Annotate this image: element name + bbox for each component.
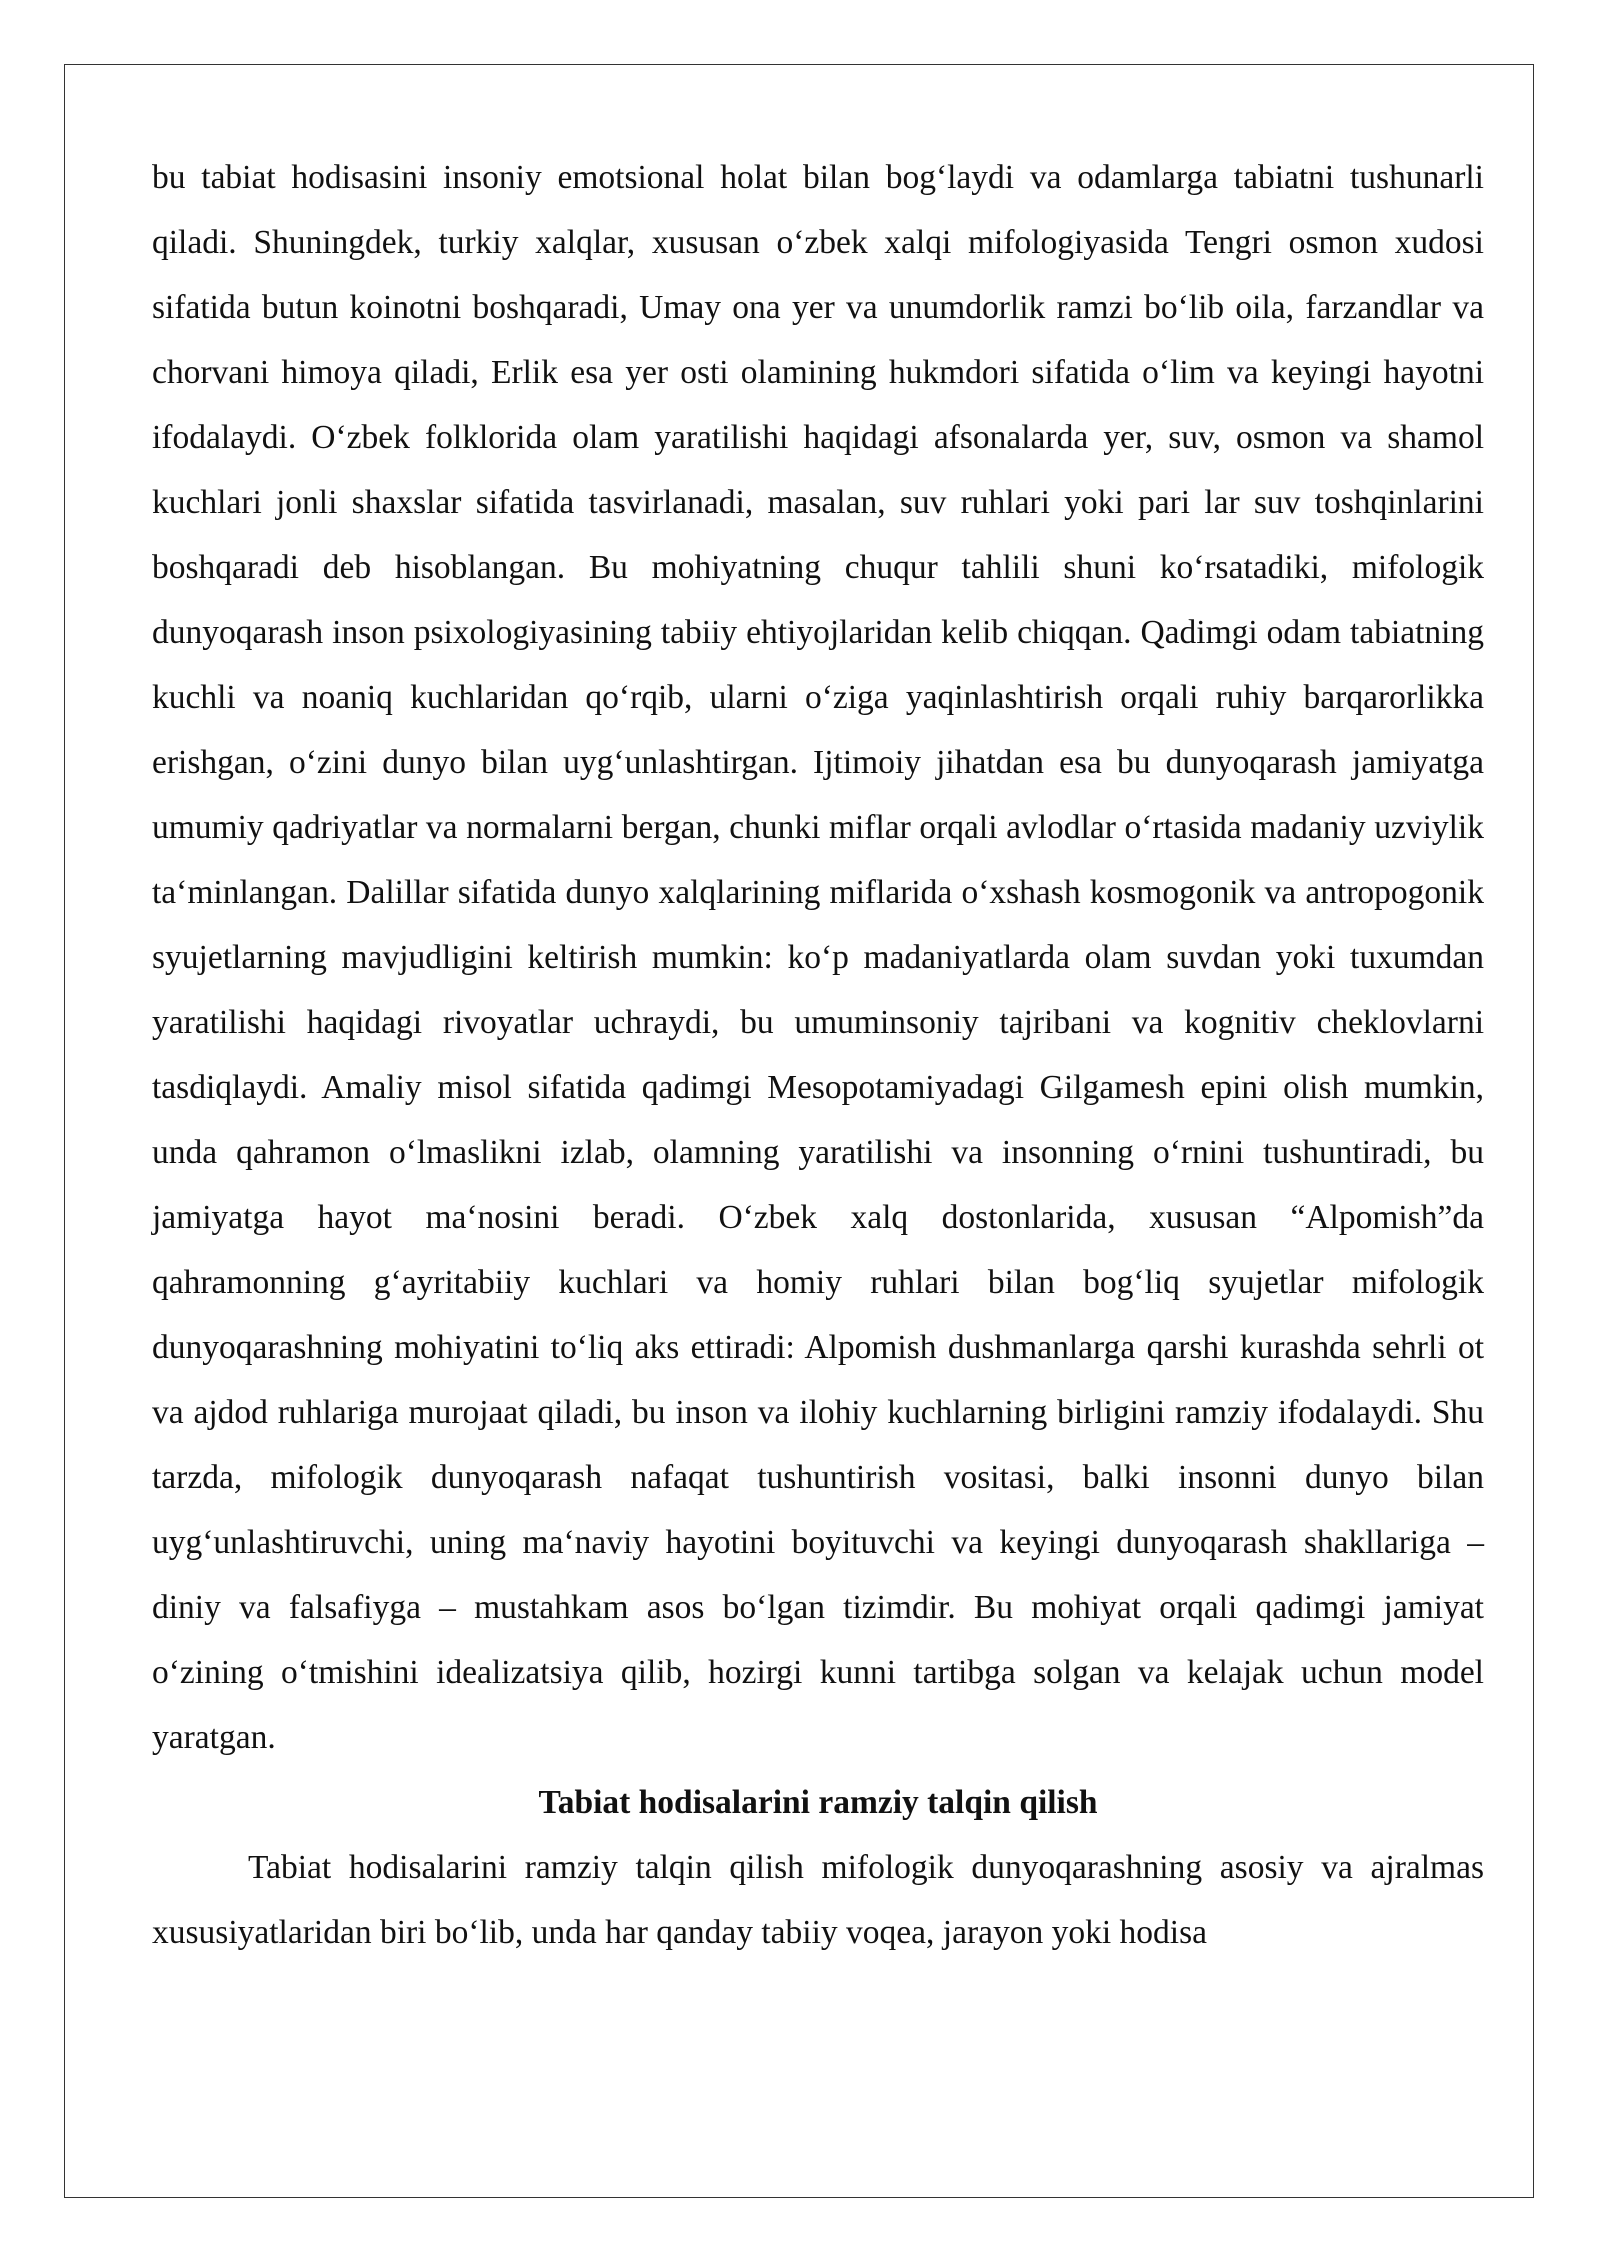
document-body: [152, 145, 1484, 1965]
section-heading: Tabiat hodisalarini ramziy talqin qilish: [538, 1784, 1098, 1821]
body-paragraph: bu tabiat hodisasini insoniy emotsional holat bilan bog‘laydi va odamlarga tabiatni tushunarli qiladi. Shuningdek, turkiy xalqlar, xususan o‘zbek xalqi mifologiyasida Tengri osmon xudosi sifatida butun koinotni boshqaradi, Umay ona yer va unumdorlik ramzi bo‘lib oila, farzandlar va chorvani himoya qiladi, Erlik esa yer osti olamining hukmdori sifatida o‘lim va keyingi hayotni ifodalaydi. O‘zbek folklorida olam yaratilishi haqidagi afsonalarda yer, suv, osmon va shamol kuchlari jonli shaxslar sifatida tasvirlanadi, masalan, suv ruhlari yoki pari lar suv toshqinlarini boshqaradi deb hisoblangan. Bu mohiyatning chuqur tahlili shuni ko‘rsatadiki, mifologik dunyoqarash inson psixologiyasining tabiiy ehtiyojlaridan kelib chiqqan. Qadimgi odam tabiatning kuchli va noaniq kuchlaridan qo‘rqib, ularni o‘ziga yaqinlashtirish orqali ruhiy barqarorlikka erishgan, o‘zini dunyo bilan uyg‘unlashtirgan. Ijtimoiy jihatdan esa bu dunyoqarash jamiyatga umumiy qadriyatlar va normalarni bergan, chunki miflar orqali avlodlar o‘rtasida madaniy uzviylik ta‘minlangan. Dalillar sifatida dunyo xalqlarining miflarida o‘xshash kosmogonik va antropogonik syujetlarning mavjudligini keltirish mumkin: ko‘p madaniyatlarda olam suvdan yoki tuxumdan yaratilishi haqidagi rivoyatlar uchraydi, bu umuminsoniy tajribani va kognitiv cheklovlarni tasdiqlaydi. Amaliy misol sifatida qadimgi Mesopotamiyadagi Gilgamesh epini olish mumkin, unda qahramon o‘lmaslikni izlab, olamning yaratilishi va insonning o‘rnini tushuntiradi, bu jamiyatga hayot ma‘nosini beradi. O‘zbek xalq dostonlarida, xususan “Alpomish”da qahramonning g‘ayritabiiy kuchlari va homiy ruhlari bilan bog‘liq syujetlar mifologik dunyoqarashning mohiyatini to‘liq aks ettiradi: Alpomish dushmanlarga qarshi kurashda sehrli ot va ajdod ruhlariga murojaat qiladi, bu inson va ilohiy kuchlarning birligini ramziy ifodalaydi. Shu tarzda, mifologik dunyoqarash nafaqat tushuntirish vositasi, balki insonni dunyo bilan uyg‘unlashtiruvchi, uning ma‘naviy hayotini boyituvchi va keyingi dunyoqarash shakllariga – diniy va falsafiyga – mustahkam asos bo‘lgan tizimdir. Bu mohiyat orqali qadimgi jamiyat o‘zining o‘tmishini idealizatsiya qilib, hozirgi kunni tartibga solgan va kelajak uchun model yaratgan.: [152, 159, 1484, 1756]
body-paragraph-continued: Tabiat hodisalarini ramziy talqin qilish mifologik dunyoqarashning asosiy va ajralmas xususiyatlaridan biri bo‘lib, unda har qanday tabiiy voqea, jarayon yoki hodisa: [152, 1849, 1484, 1951]
